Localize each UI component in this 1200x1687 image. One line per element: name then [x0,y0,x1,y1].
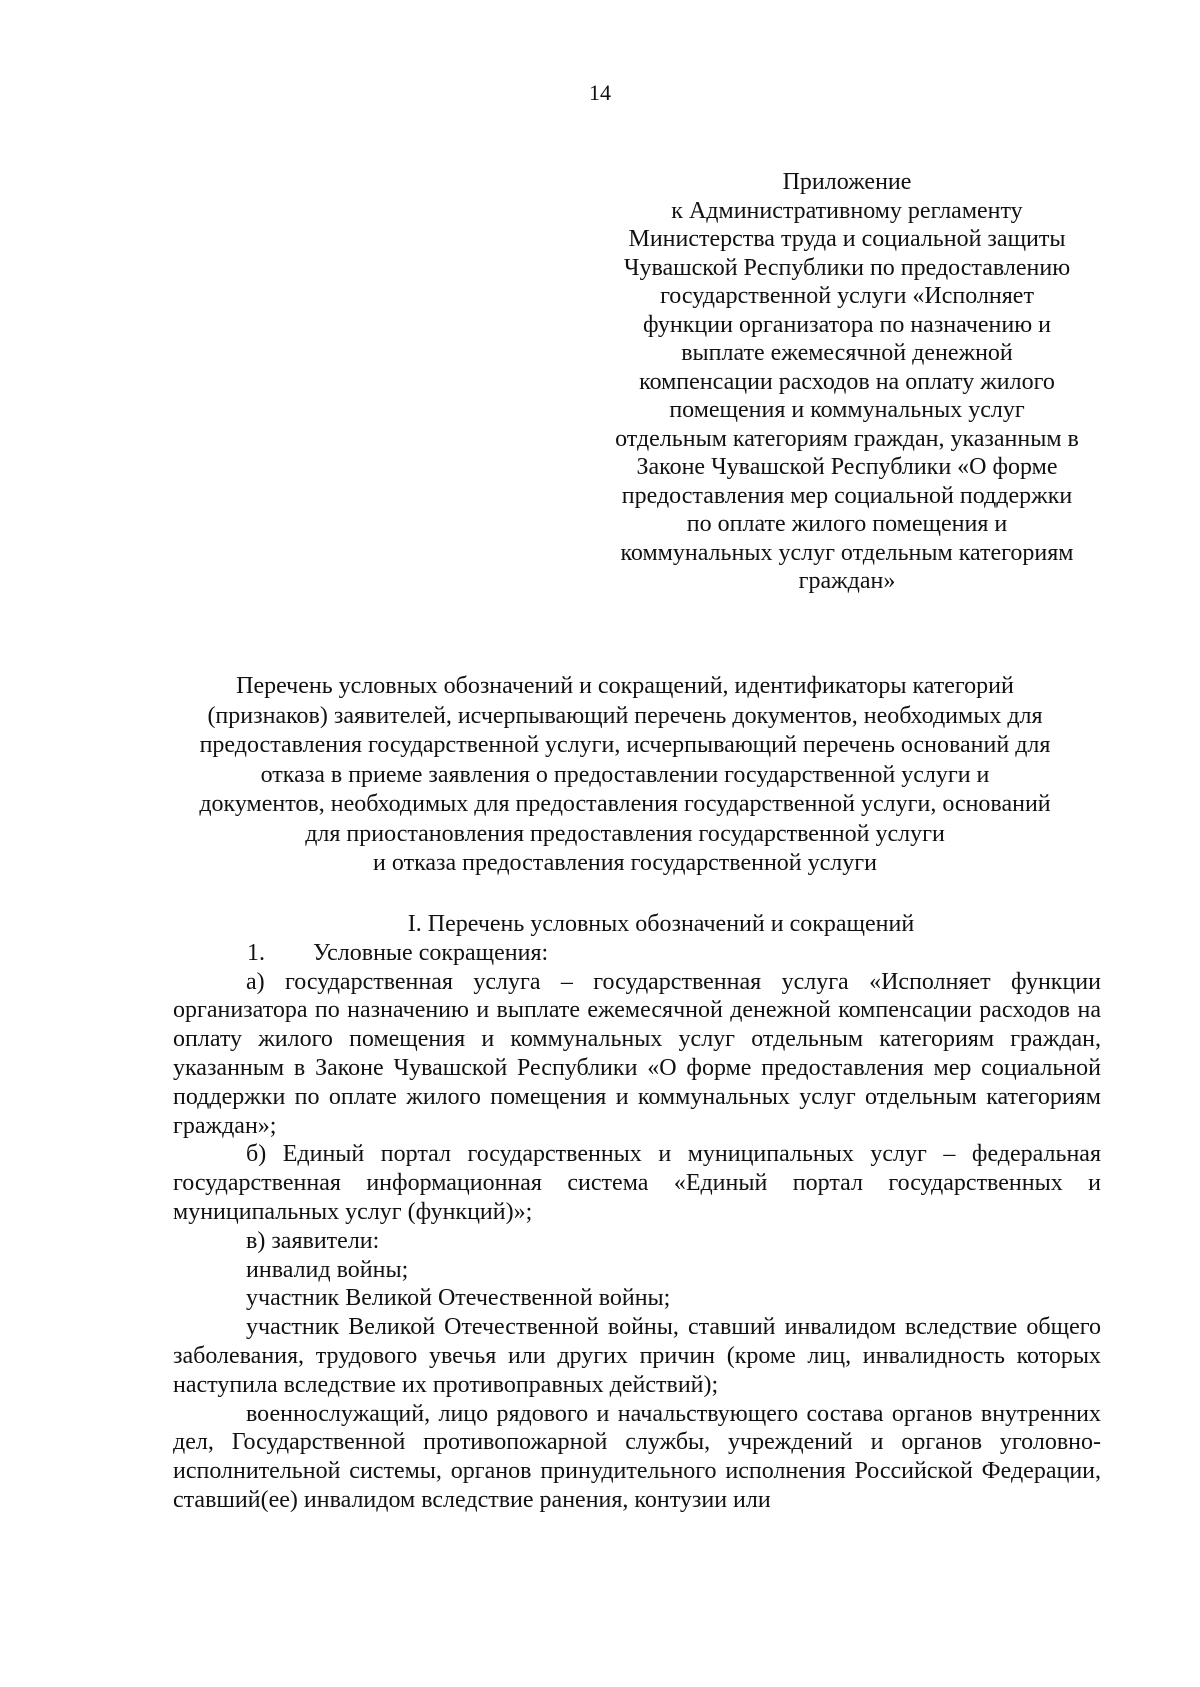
appendix-line: компенсации расходов на оплату жилого [639,368,1055,395]
title-line: отказа в приеме заявления о предоставлении государственной услуги и [260,761,990,788]
appendix-line: функции организатора по назначению и [642,311,1052,338]
applicant-item: участник Великой Отечественной войны, ставший инвалидом вследствие общего заболевания, трудового увечья или других причин (кроме лиц, инвалидность которых наступила вследствие их противоправных действий); [173,1314,1101,1398]
item-1-number: 1. [247,939,265,966]
appendix-line: помещения и коммунальных услуг [669,397,1025,423]
document-title [160,672,1090,879]
appendix-line: Чувашской Республики по предоставлению [623,254,1071,281]
appendix-line: предоставления мер социальной поддержки [621,482,1073,509]
appendix-line: граждан» [798,568,896,594]
page-number: 14 [589,80,611,105]
item-1-text: Условные сокращения: [313,939,549,966]
appendix-line: Министерства труда и социальной защиты [628,226,1066,252]
section-heading: I. Перечень условных обозначений и сокращений [407,911,915,937]
applicant-item: участник Великой Отечественной войны; [246,1285,671,1312]
title-line: предоставления государственной услуги, исчерпывающий перечень оснований для [199,732,1051,758]
applicant-item: инвалид войны; [246,1256,409,1283]
title-line: и отказа предоставления государственной услуги [373,850,877,876]
applicant-item: военнослужащий, лицо рядового и начальствующего состава органов внутренних дел, Государственной противопожарной службы, учреждений и органов уголовно-исполнительной системы, органов принудительного исполнения Российской Федерации, ставший(ее) инвалидом вследствие ранения, контузии или [173,1400,1101,1513]
appendix-line: Законе Чувашской Республики «О форме [636,454,1058,480]
paragraph-b: б) Единый портал государственных и муниципальных услуг – федеральная государственная информационная система «Единый портал государственных и муниципальных услуг (функций)»; [173,1141,1101,1225]
item-1 [173,939,1101,968]
appendix-header [597,168,1097,596]
appendix-line: государственной услуги «Исполняет [660,283,1034,309]
paragraph-a: а) государственная услуга – государственная услуга «Исполняет функции организатора по назначению и выплате ежемесячной денежной компенсации расходов на оплату жилого помещения и коммунальных услуг отдельным категориям граждан, указанным в Законе Чувашской Республики «О форме предоставления мер социальной поддержки по оплате жилого помещения и коммунальных услуг отдельным категориям граждан»; [173,968,1101,1139]
appendix-line: Приложение [782,169,912,195]
title-line: (признаков) заявителей, исчерпывающий перечень документов, необходимых для [207,702,1043,729]
title-line: Перечень условных обозначений и сокращений, идентификаторы категорий [236,673,1014,699]
appendix-line: выплате ежемесячной денежной [681,340,1013,366]
appendix-line: по оплате жилого помещения и [686,511,1008,537]
appendix-line: коммунальных услуг отдельным категориям [620,539,1074,566]
title-line: для приостановления предоставления государственной услуги [305,820,945,847]
appendix-line: отдельным категориям граждан, указанным в [615,425,1079,452]
section-1 [173,910,1101,1515]
paragraph-v: в) заявители: [246,1227,380,1254]
appendix-line: к Административному регламенту [671,197,1023,224]
title-line: документов, необходимых для предоставления государственной услуги, оснований [199,791,1051,817]
